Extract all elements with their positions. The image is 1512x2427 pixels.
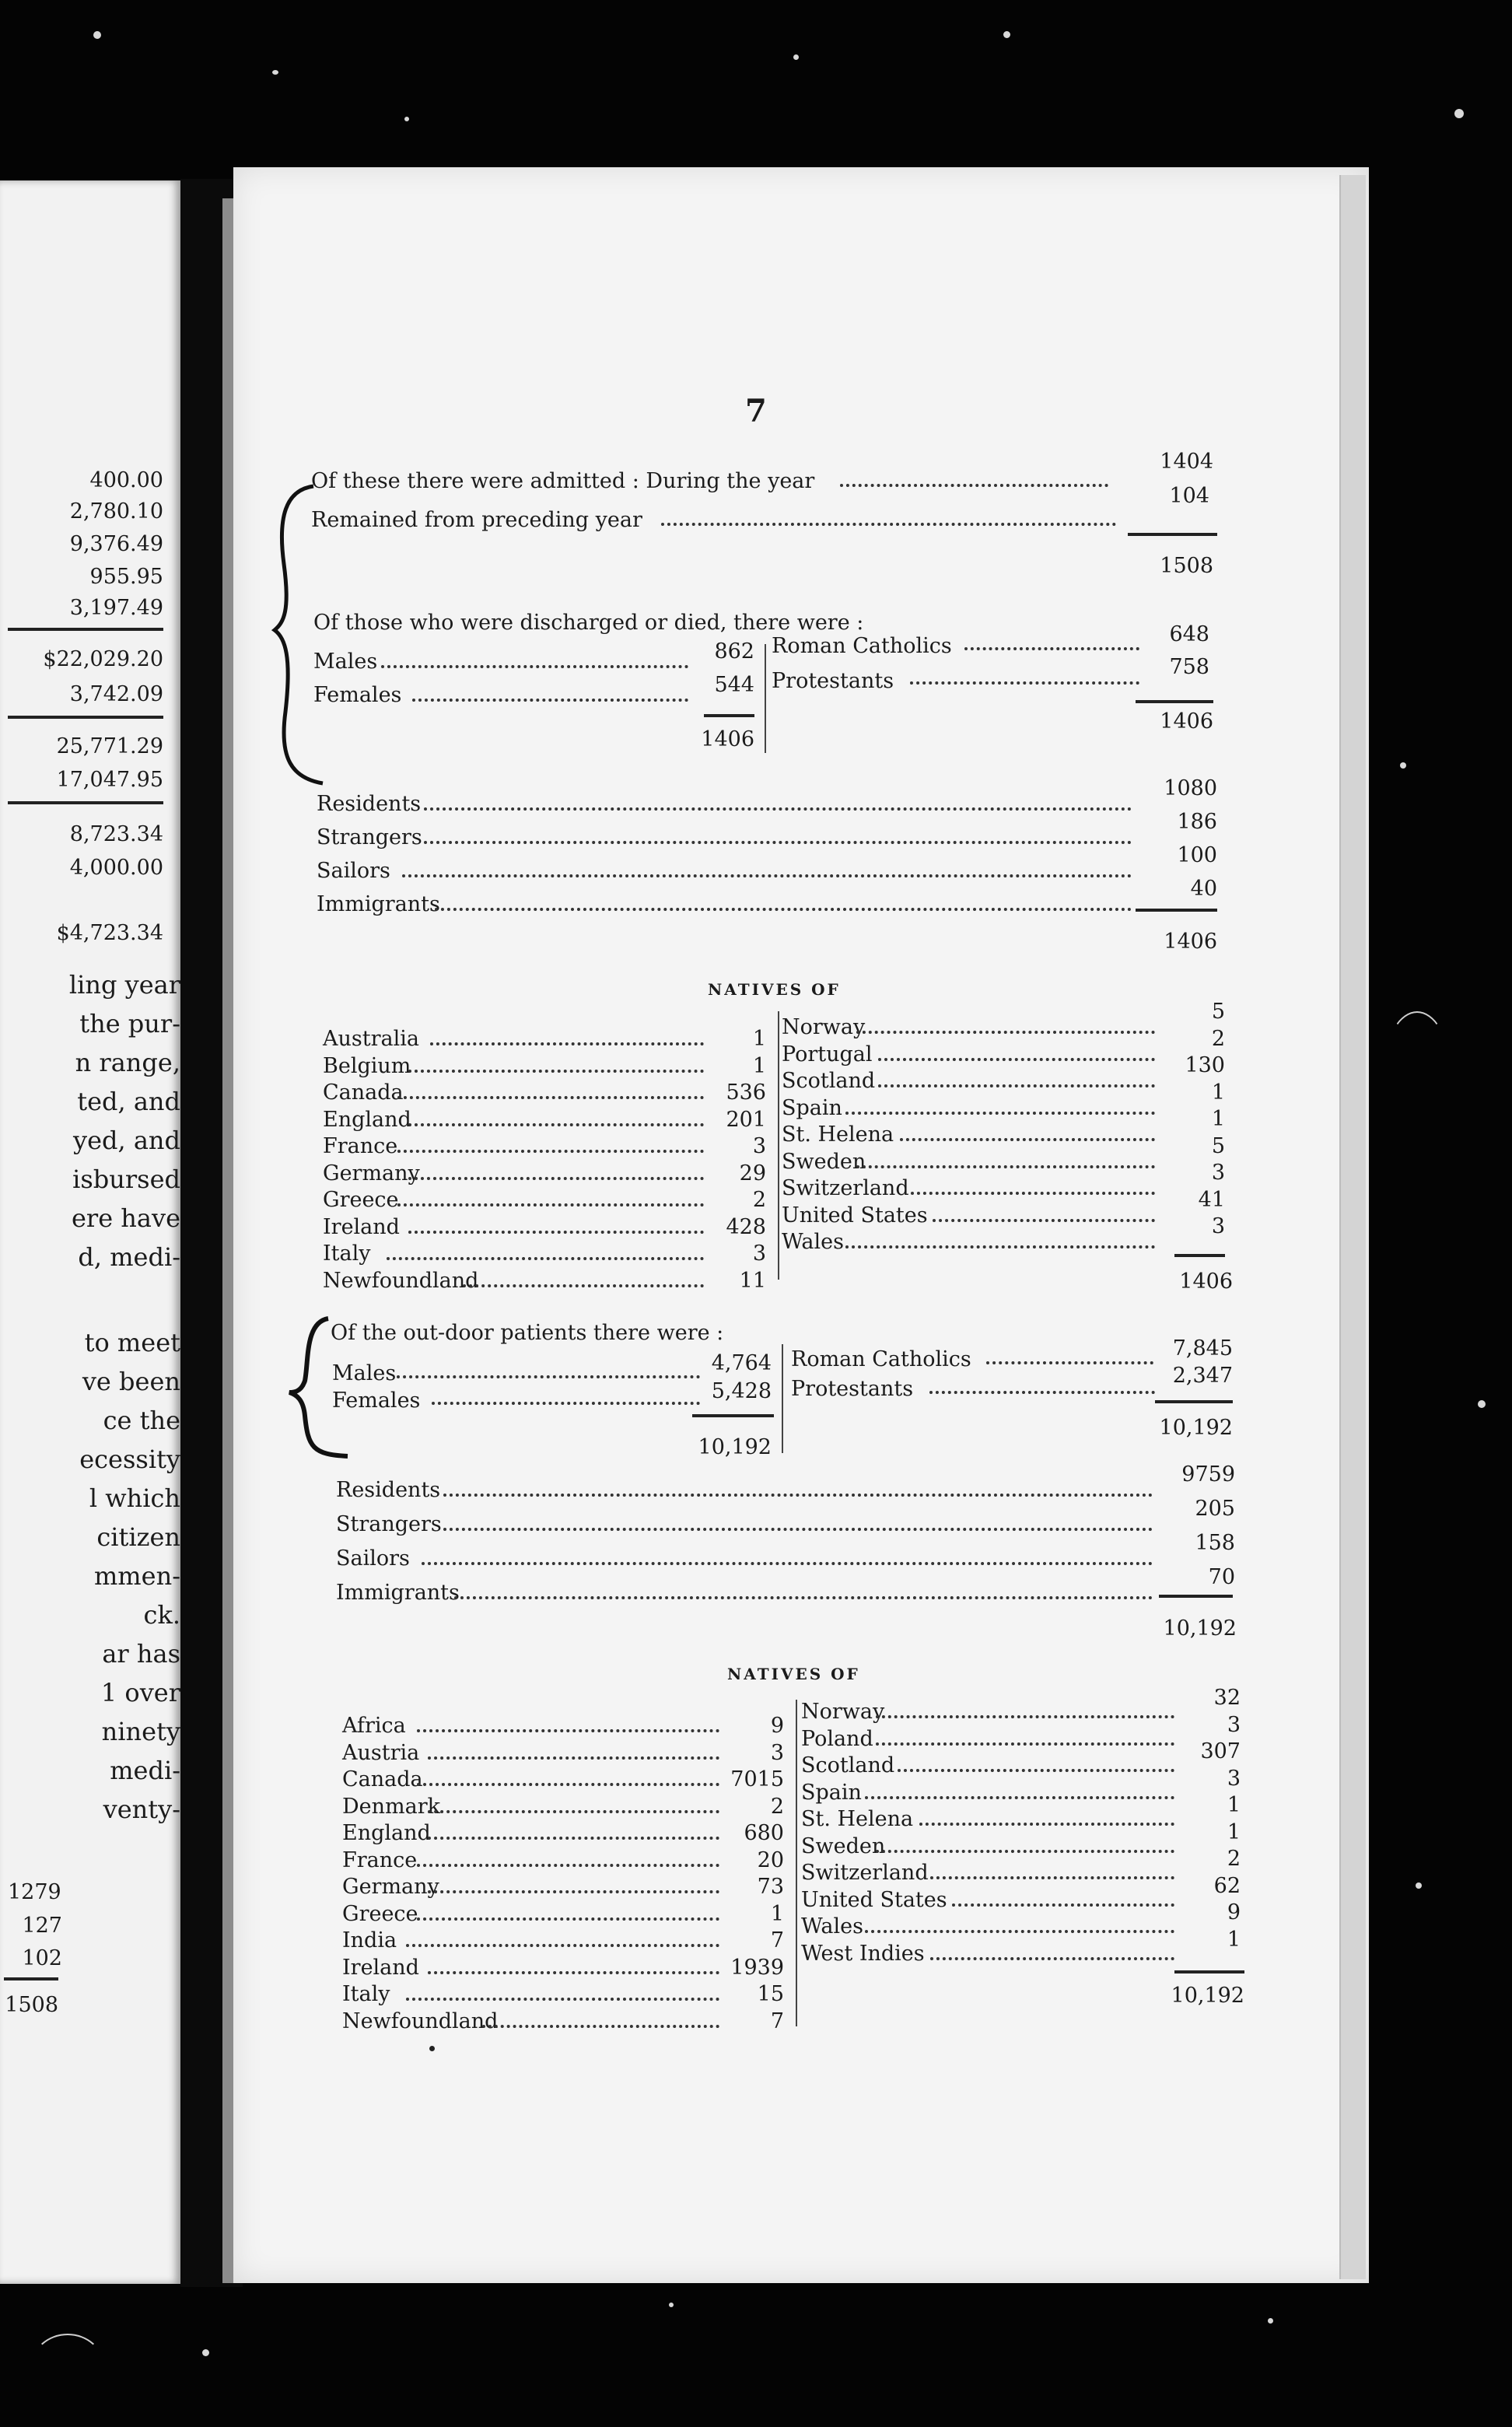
text-fragment: the pur- [79, 1009, 180, 1038]
dot-leader [840, 484, 1108, 487]
country-label: Australia [323, 1027, 419, 1051]
dot-leader [397, 1096, 704, 1099]
sum-rule [1136, 700, 1213, 703]
admitted-intro: Of these there were admitted : During the year [311, 469, 815, 493]
country-label: St. Helena [782, 1122, 894, 1147]
class-label: Residents [317, 792, 422, 816]
dot-leader [428, 1837, 719, 1840]
amount: $4,723.34 [56, 921, 163, 945]
country-value: 73 [757, 1875, 784, 1899]
country-value: 3 [1227, 1712, 1241, 1737]
text-fragment: medi- [110, 1756, 180, 1785]
dot-leader [406, 1998, 719, 2001]
sum-rule [1128, 533, 1217, 536]
amount: 9,376.49 [69, 532, 163, 556]
text-fragment: venty- [103, 1795, 180, 1824]
country-value: 1 [770, 1901, 784, 1926]
class-value: 186 [1177, 810, 1217, 834]
discharged-intro: Of those who were discharged or died, there were : [313, 611, 864, 635]
column-divider [778, 1011, 779, 1280]
dust-speck [669, 2303, 674, 2307]
outdoor-females: 5,428 [711, 1379, 772, 1403]
class-label: Immigrants [317, 892, 440, 916]
protestants-label: Protestants [772, 669, 894, 693]
admitted-during-year: 1404 [1160, 450, 1213, 474]
dot-leader [865, 1796, 1174, 1799]
total: 1508 [5, 1993, 58, 2017]
outdoor-sex-total: 10,192 [698, 1435, 772, 1459]
previous-page [0, 180, 180, 2284]
amount: 25,771.29 [56, 734, 163, 758]
text-fragment: yed, and [72, 1126, 180, 1155]
dust-speck [793, 54, 799, 60]
country-label: Belgium [323, 1053, 411, 1078]
class-label: Strangers [317, 825, 422, 849]
dot-leader [397, 1203, 704, 1206]
dot-leader [929, 1391, 1155, 1394]
country-value: 9 [1227, 1900, 1241, 1924]
dot-leader [408, 1177, 704, 1180]
sum-rule [4, 1977, 58, 1980]
dot-leader [845, 1245, 1155, 1249]
outdoor-protestants: 2,347 [1172, 1364, 1233, 1388]
outdoor-males-label: Males [332, 1361, 397, 1385]
country-label: St. Helena [801, 1807, 914, 1831]
class-value: 100 [1177, 843, 1217, 867]
class-value: 40 [1190, 877, 1217, 901]
dot-leader [435, 908, 1132, 911]
country-value: 1 [752, 1027, 766, 1051]
protestants-count: 758 [1169, 655, 1209, 679]
dust-speck [202, 2349, 209, 2356]
country-label: Canada [342, 1767, 423, 1791]
natives-total: 1406 [1179, 1270, 1233, 1294]
dot-leader [417, 1729, 719, 1732]
amount: 4,000.00 [69, 856, 163, 880]
sum-rule [8, 628, 163, 631]
dust-speck [93, 31, 101, 39]
country-label: Spain [801, 1780, 862, 1805]
country-value: 7015 [730, 1767, 784, 1791]
country-label: West Indies [801, 1941, 925, 1966]
country-label: Africa [342, 1714, 406, 1738]
remained-label: Remained from preceding year [311, 508, 642, 532]
females-label: Females [313, 683, 402, 707]
class-value: 158 [1195, 1531, 1235, 1555]
country-value: 1 [1227, 1819, 1241, 1844]
amount: 3,197.49 [69, 596, 163, 620]
class-value: 1080 [1164, 776, 1217, 800]
sum-rule [1174, 1970, 1244, 1973]
country-label: Portugal [782, 1042, 873, 1066]
country-label: Denmark [342, 1794, 440, 1819]
country-label: England [323, 1107, 411, 1132]
class-label: Immigrants [336, 1581, 460, 1605]
country-label: France [342, 1847, 418, 1872]
dot-leader [964, 647, 1139, 650]
country-label: Canada [323, 1080, 404, 1105]
text-fragment: citizen [96, 1522, 180, 1552]
dust-speck [272, 70, 278, 75]
country-label: Ireland [323, 1214, 400, 1239]
country-value: 2 [1227, 1847, 1241, 1871]
country-label: United States [782, 1203, 928, 1228]
dot-leader [878, 1084, 1155, 1087]
country-value: 3 [770, 1740, 784, 1765]
dot-leader [408, 1231, 704, 1234]
country-value: 1939 [730, 1955, 784, 1980]
dot-leader [878, 1058, 1155, 1061]
country-value: 29 [739, 1161, 766, 1185]
dot-leader [417, 1917, 719, 1921]
country-label: Greece [323, 1188, 399, 1212]
dust-speck [1268, 2318, 1273, 2324]
outdoor-classes-total: 10,192 [1163, 1616, 1237, 1641]
text-fragment: ck. [143, 1600, 180, 1630]
class-value: 205 [1195, 1497, 1235, 1521]
dot-leader [986, 1361, 1153, 1364]
dot-leader [443, 1494, 1153, 1497]
country-label: Sweden [782, 1149, 866, 1174]
class-label: Sailors [317, 859, 390, 883]
class-label: Residents [336, 1478, 441, 1502]
amount: 400.00 [89, 468, 163, 492]
dot-leader [845, 1112, 1155, 1115]
text-fragment: ere have [71, 1203, 180, 1233]
amount: $22,029.20 [43, 647, 163, 671]
text-fragment: 1 over [100, 1678, 180, 1707]
country-value: 2 [752, 1188, 766, 1212]
amount: 3,742.09 [69, 682, 163, 706]
dot-leader [876, 1742, 1174, 1746]
dust-speck [1003, 31, 1010, 38]
country-label: Scotland [801, 1753, 895, 1777]
dot-leader [408, 1070, 704, 1073]
text-fragment: to meet [84, 1328, 180, 1357]
dot-leader [898, 1769, 1174, 1772]
outdoor-males: 4,764 [711, 1351, 772, 1375]
country-label: Newfoundland [323, 1268, 479, 1293]
country-label: Norway [782, 1015, 866, 1039]
dot-leader [406, 1944, 719, 1947]
country-value: 1 [1227, 1927, 1241, 1952]
text-fragment: ted, and [77, 1087, 180, 1116]
dot-leader [910, 681, 1139, 685]
page-edge [1339, 175, 1366, 2279]
country-value: 1 [1211, 1080, 1225, 1105]
outdoor-religion-total: 10,192 [1159, 1416, 1233, 1440]
text-fragment: ninety [101, 1717, 180, 1746]
country-value: 130 [1185, 1053, 1225, 1077]
amount: 955.95 [89, 565, 163, 589]
sum-rule [692, 1414, 774, 1417]
religion-total: 1406 [1160, 709, 1213, 734]
country-label: Greece [342, 1901, 418, 1926]
dot-leader [428, 1890, 719, 1893]
amount: 2,780.10 [69, 499, 163, 524]
dot-leader [930, 1876, 1174, 1879]
country-value: 5 [1211, 1133, 1225, 1158]
country-label: Italy [323, 1242, 371, 1266]
sum-rule [8, 716, 163, 719]
dust-speck [1400, 762, 1406, 769]
dot-leader [428, 1810, 719, 1813]
admitted-total: 1508 [1160, 554, 1213, 578]
dot-leader [397, 1150, 704, 1153]
sum-rule [1136, 909, 1217, 912]
dot-leader [397, 1375, 700, 1378]
natives-heading: NATIVES OF [708, 980, 841, 999]
dust-speck [404, 117, 409, 121]
dot-leader [856, 1165, 1155, 1168]
dot-leader [463, 1284, 704, 1287]
dot-leader [422, 1562, 1153, 1565]
country-label: Austria [342, 1740, 420, 1765]
outdoor-protestants-label: Protestants [791, 1377, 914, 1401]
sum-rule [1159, 1595, 1233, 1598]
outdoor-females-label: Females [332, 1389, 421, 1413]
country-value: 201 [726, 1107, 766, 1132]
dust-speck [1416, 1882, 1422, 1889]
outdoor-intro: Of the out-door patients there were : [331, 1321, 724, 1345]
dot-leader [482, 2025, 719, 2028]
dot-leader [911, 1192, 1155, 1195]
country-value: 1 [752, 1053, 766, 1078]
rc-count: 648 [1169, 622, 1209, 646]
country-value: 7 [770, 1928, 784, 1952]
natives-total: 10,192 [1171, 1984, 1244, 2008]
country-value: 2 [770, 1794, 784, 1819]
sum-rule [1174, 1254, 1225, 1257]
hair-fiber [1384, 1011, 1450, 1123]
text-fragment: d, medi- [78, 1242, 180, 1272]
country-value: 307 [1200, 1739, 1241, 1763]
females-count: 544 [714, 673, 754, 697]
outdoor-rc-label: Roman Catholics [791, 1347, 971, 1371]
text-fragment: mmen- [93, 1561, 180, 1591]
country-value: 20 [757, 1847, 784, 1872]
dot-leader [417, 1783, 719, 1786]
text-fragment: n range, [75, 1048, 180, 1077]
country-label: Sweden [801, 1833, 886, 1858]
amount: 8,723.34 [69, 822, 163, 846]
country-label: Scotland [782, 1069, 876, 1093]
text-fragment: ecessity [79, 1445, 180, 1474]
dot-leader [402, 874, 1132, 877]
sum-rule [704, 714, 754, 717]
country-value: 62 [1213, 1873, 1241, 1898]
dot-leader [856, 1031, 1155, 1034]
country-label: France [323, 1134, 398, 1158]
country-label: Germany [323, 1161, 420, 1185]
country-label: Switzerland [782, 1176, 909, 1200]
country-value: 536 [726, 1080, 766, 1105]
text-fragment: l which [89, 1483, 180, 1513]
dot-leader [930, 1957, 1174, 1960]
country-value: 680 [744, 1821, 784, 1845]
country-label: Switzerland [801, 1861, 929, 1885]
country-value: 15 [757, 1982, 784, 2006]
country-value: 2 [1211, 1026, 1225, 1051]
classes-total: 1406 [1164, 930, 1217, 954]
country-value: 3 [752, 1134, 766, 1158]
country-value: 1 [1211, 1107, 1225, 1131]
dot-leader [408, 1123, 704, 1126]
country-label: India [342, 1928, 397, 1952]
country-label: Poland [801, 1726, 873, 1751]
males-count: 862 [714, 639, 754, 664]
dot-leader [454, 1596, 1153, 1599]
remained-count: 104 [1169, 484, 1209, 508]
text-fragment: ce the [103, 1406, 180, 1435]
total: 102 [22, 1946, 62, 1970]
country-label: England [342, 1821, 431, 1845]
dot-leader [865, 1930, 1174, 1933]
country-value: 5 [1211, 1000, 1225, 1024]
sex-total: 1406 [701, 727, 754, 751]
country-label: Italy [342, 1982, 390, 2006]
country-value: 3 [752, 1242, 766, 1266]
dot-leader [412, 699, 688, 702]
sum-rule [8, 801, 163, 804]
dot-leader [432, 1402, 700, 1405]
country-value: 1 [1227, 1793, 1241, 1817]
country-label: Wales [782, 1230, 844, 1254]
dot-leader [919, 1823, 1174, 1826]
country-label: Norway [801, 1700, 885, 1724]
text-fragment: ling year [68, 970, 180, 1000]
text-fragment: isbursed [72, 1164, 180, 1194]
dust-speck [1478, 1400, 1486, 1408]
country-value: 428 [726, 1214, 766, 1239]
country-value: 9 [770, 1714, 784, 1738]
hair-fiber [31, 2334, 104, 2399]
dot-leader [876, 1850, 1174, 1853]
dot-leader [387, 1257, 704, 1260]
column-divider [796, 1700, 797, 2026]
dot-leader [952, 1903, 1174, 1907]
dot-leader [430, 1042, 704, 1045]
dot-leader [876, 1715, 1174, 1718]
sum-rule [1155, 1400, 1233, 1403]
dot-leader [933, 1219, 1155, 1222]
country-value: 32 [1213, 1686, 1241, 1710]
males-label: Males [313, 650, 378, 674]
text-fragment: ar has [102, 1639, 180, 1669]
rc-label: Roman Catholics [772, 634, 952, 658]
column-divider [765, 644, 766, 753]
class-label: Strangers [336, 1512, 442, 1536]
class-value: 9759 [1181, 1462, 1235, 1487]
country-label: Spain [782, 1095, 842, 1120]
dot-leader [424, 841, 1132, 844]
country-value: 3 [1227, 1766, 1241, 1791]
country-label: Wales [801, 1914, 863, 1938]
class-value: 70 [1208, 1565, 1235, 1589]
country-value: 11 [739, 1268, 766, 1293]
dot-leader [443, 1528, 1153, 1531]
dot-leader [381, 665, 688, 668]
dot-leader [900, 1138, 1155, 1141]
country-label: United States [801, 1887, 947, 1912]
country-value: 41 [1198, 1187, 1225, 1212]
dot-leader [417, 1864, 719, 1867]
dust-speck [1454, 109, 1464, 118]
page-number: 7 [745, 393, 767, 429]
country-value: 3 [1211, 1214, 1225, 1238]
total: 1279 [8, 1880, 61, 1904]
class-label: Sailors [336, 1546, 410, 1571]
total: 127 [22, 1914, 62, 1938]
dot-leader [424, 807, 1132, 811]
dot-leader [661, 523, 1116, 526]
dot-leader [428, 1971, 719, 1974]
page-edge [222, 198, 233, 2283]
country-label: Newfoundland [342, 2008, 499, 2033]
amount: 17,047.95 [56, 768, 163, 792]
country-value: 3 [1211, 1161, 1225, 1185]
country-value: 7 [770, 2008, 784, 2033]
outdoor-rc: 7,845 [1172, 1336, 1233, 1361]
dot-leader [428, 1756, 719, 1760]
country-label: Ireland [342, 1955, 419, 1980]
text-fragment: ve been [82, 1367, 180, 1396]
natives-heading: NATIVES OF [727, 1665, 860, 1683]
ink-dot [429, 2046, 435, 2051]
column-divider [782, 1344, 783, 1453]
country-label: Germany [342, 1875, 439, 1899]
